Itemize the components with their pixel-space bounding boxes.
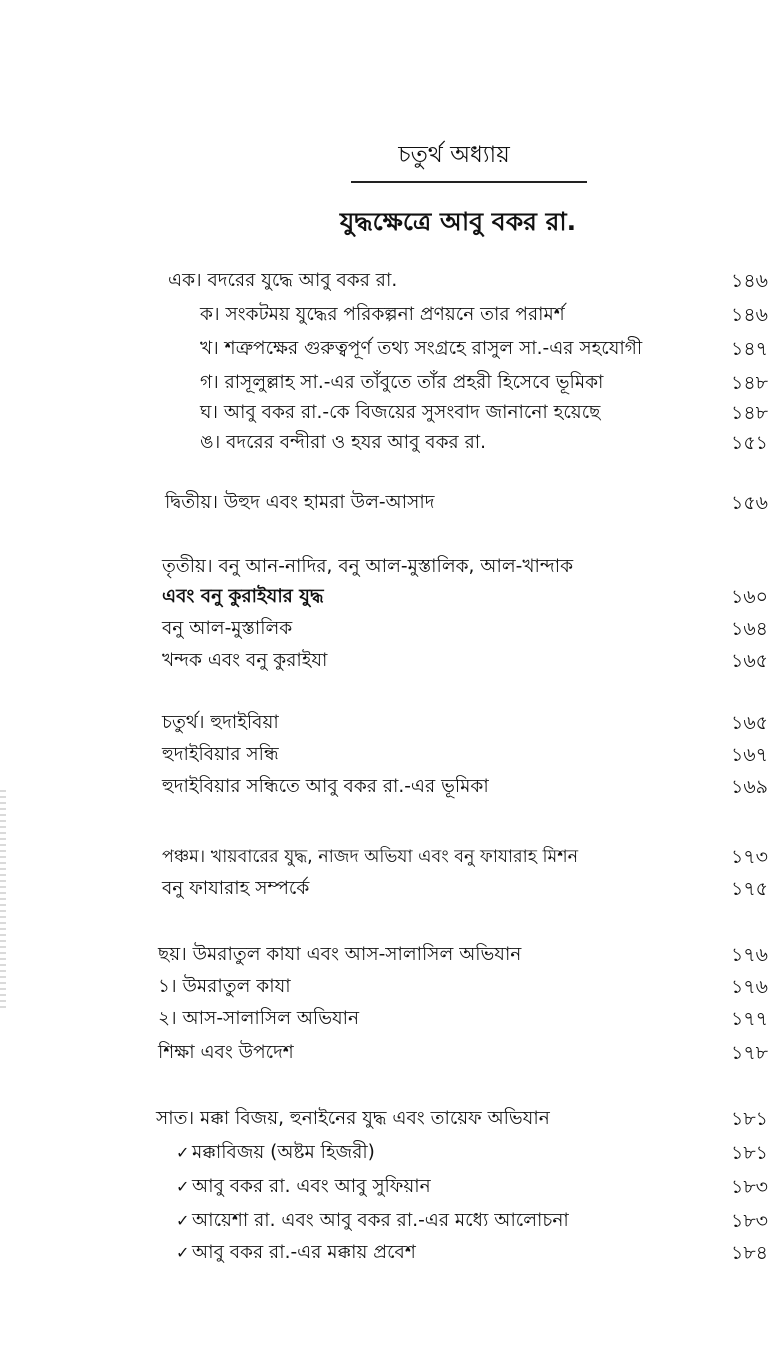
toc-label: ঙ। বদরের বন্দীরা ও হযর আবু বকর রা.	[200, 432, 487, 453]
toc-label: সাত। মক্কা বিজয়, হুনাইনের যুদ্ধ এবং তায়েফ অভিযান	[156, 1108, 550, 1129]
toc-page-number: ১৪৬	[730, 304, 768, 326]
toc-page-number: ১৬৯	[730, 776, 768, 798]
toc-page-number: ১৬০	[730, 586, 768, 608]
toc-entry	[0, 708, 784, 742]
toc-label: ক। সংকটময় যুদ্ধের পরিকল্পনা প্রণয়নে তার পরামর্শ	[200, 304, 565, 325]
checkmark-icon: ✓	[176, 1143, 190, 1162]
toc-entry	[0, 1238, 784, 1272]
toc-entry	[0, 1038, 784, 1072]
toc-page-number: ১৬৪	[730, 618, 768, 640]
toc-label: খ। শত্রুপক্ষের গুরুত্বপূর্ণ তথ্য সংগ্রহে রাসুল সা.-এর সহযোগী	[200, 338, 643, 359]
toc-label: হুদাইবিয়ার সন্ধি	[162, 744, 279, 765]
toc-page-number: ১৬৫	[730, 650, 768, 672]
toc-label: ছয়। উমরাতুল কাযা এবং আস-সালাসিল অভিযান	[158, 944, 522, 965]
toc-label: আবু বকর রা.-এর মক্কায় প্রবেশ	[192, 1242, 416, 1263]
toc-label: চতুর্থ। হুদাইবিয়া	[162, 712, 279, 733]
toc-entry	[0, 614, 784, 648]
toc-entry	[0, 1104, 784, 1138]
toc-entry	[0, 334, 784, 368]
toc-page-number: ১৮১	[731, 1142, 768, 1164]
toc-label: গ। রাসূলুল্লাহ সা.-এর তাঁবুতে তাঁর প্রহরী হিসেবে ভূমিকা	[200, 372, 604, 393]
toc-page-number: ১৭৬	[730, 976, 768, 998]
toc-entry	[0, 488, 784, 522]
toc-page-number: ১৮১	[731, 1108, 768, 1130]
toc-page-number: ১৭৫	[730, 878, 768, 900]
toc-label: এবং বনু কুরাইযার যুদ্ধ	[162, 586, 324, 607]
toc-page-number: ১৭৬	[730, 944, 768, 966]
toc-entry	[0, 972, 784, 1006]
checkmark-icon: ✓	[176, 1243, 190, 1262]
toc-entry	[0, 398, 784, 432]
chapter-title: চতুর্থ অধ্যায়	[398, 142, 510, 168]
title-divider	[351, 181, 587, 183]
toc-entry	[0, 368, 784, 402]
toc-entry	[0, 1206, 784, 1240]
toc-page-number: ১৪৮	[731, 372, 768, 394]
toc-entry	[0, 300, 784, 334]
toc-page-number: ১৪৭	[730, 338, 768, 360]
toc-entry	[0, 1172, 784, 1206]
toc-entry	[0, 740, 784, 774]
toc-entry	[0, 842, 784, 876]
toc-entry	[0, 552, 784, 586]
toc-entry	[0, 772, 784, 806]
toc-entry	[0, 646, 784, 680]
toc-label: আবু বকর রা. এবং আবু সুফিয়ান	[192, 1176, 431, 1197]
toc-entry	[0, 874, 784, 908]
toc-label: তৃতীয়। বনু আন-নাদির, বনু আল-মুস্তালিক, আল-খান্দাক	[162, 556, 574, 577]
toc-entry	[0, 940, 784, 974]
toc-page-number: ১৫৬	[730, 492, 768, 514]
toc-label: শিক্ষা এবং উপদেশ	[158, 1042, 294, 1063]
toc-page-number: ১৫১	[731, 432, 768, 454]
toc-page-number: ১৬৭	[730, 744, 768, 766]
toc-label: হুদাইবিয়ার সন্ধিতে আবু বকর রা.-এর ভূমিকা	[162, 776, 489, 797]
toc-page-number: ১৭৩	[730, 846, 768, 868]
toc-page-number: ১৮৩	[730, 1210, 768, 1232]
toc-page-number: ১৭৭	[730, 1008, 768, 1030]
toc-label: খন্দক এবং বনু কুরাইযা	[162, 650, 328, 671]
toc-entry	[0, 1004, 784, 1038]
toc-entry	[0, 582, 784, 616]
toc-page-number: ১৮৩	[730, 1176, 768, 1198]
toc-label: ১। উমরাতুল কাযা	[158, 976, 291, 997]
toc-entry	[0, 266, 784, 300]
toc-entry	[0, 1138, 784, 1172]
section-subtitle: যুদ্ধক্ষেত্রে আবু বকর রা.	[339, 207, 577, 236]
toc-page-number: ১৭৮	[730, 1042, 768, 1064]
toc-label: আয়েশা রা. এবং আবু বকর রা.-এর মধ্যে আলোচনা	[192, 1210, 569, 1231]
toc-label: এক। বদরের যুদ্ধে আবু বকর রা.	[168, 270, 398, 291]
toc-page-number: ১৮৪	[731, 1242, 768, 1264]
checkmark-icon: ✓	[176, 1177, 190, 1196]
toc-label: মক্কাবিজয় (অষ্টম হিজরী)	[192, 1142, 375, 1163]
toc-entry	[0, 428, 784, 462]
toc-label: বনু আল-মুস্তালিক	[162, 618, 293, 639]
toc-label: পঞ্চম। খায়বারের যুদ্ধ, নাজদ অভিযা এবং বনু ফাযারাহ মিশন	[162, 847, 579, 867]
toc-page-number: ১৪৮	[731, 402, 768, 424]
checkmark-icon: ✓	[176, 1211, 190, 1230]
toc-label: ঘ। আবু বকর রা.-কে বিজয়ের সুসংবাদ জানানো হয়েছে	[200, 402, 601, 423]
toc-label: দ্বিতীয়। উহুদ এবং হামরা উল-আসাদ	[165, 492, 435, 513]
toc-page-number: ১৬৫	[730, 712, 768, 734]
toc-label: ২। আস-সালাসিল অভিযান	[158, 1008, 360, 1029]
toc-label: বনু ফাযারাহ সম্পর্কে	[162, 878, 310, 899]
toc-page-number: ১৪৬	[730, 270, 768, 292]
